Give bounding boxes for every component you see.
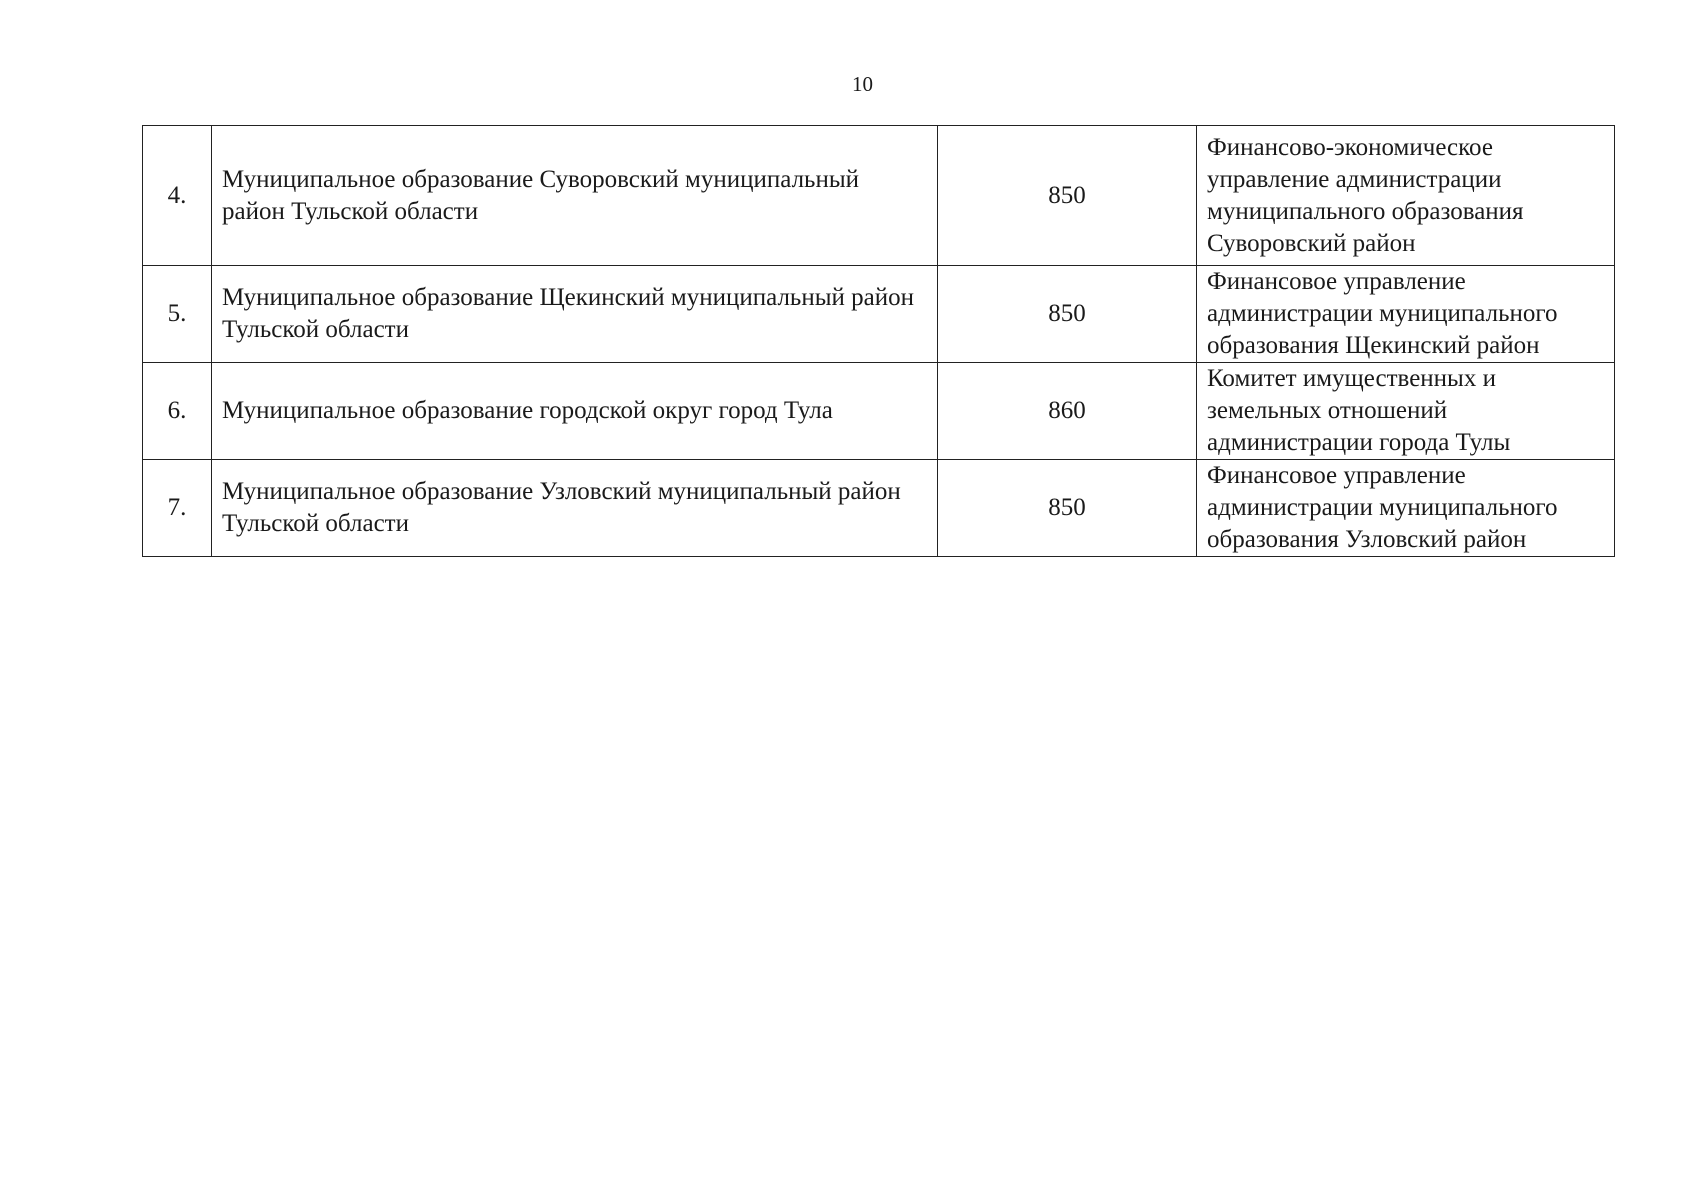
row-number: 4. [143,126,212,266]
admin-code: 850 [938,126,1197,266]
administrator-org: Финансово-экономическое управление администрации муниципального образования Суворовский район [1197,126,1615,266]
municipality-name: Муниципальное образование городской округ город Тула [212,363,938,460]
table-row [143,460,1615,557]
municipality-name: Муниципальное образование Щекинский муниципальный район Тульской области [212,266,938,363]
administrator-org: Комитет имущественных и земельных отношений администрации города Тулы [1197,363,1615,460]
administrator-org: Финансовое управление администрации муниципального образования Щекинский район [1197,266,1615,363]
admin-code: 850 [938,266,1197,363]
municipality-name: Муниципальное образование Узловский муниципальный район Тульской области [212,460,938,557]
table-row [143,126,1615,266]
table-row [143,363,1615,460]
admin-code: 860 [938,363,1197,460]
row-number: 5. [143,266,212,363]
row-number: 6. [143,363,212,460]
municipality-name: Муниципальное образование Суворовский муниципальный район Тульской области [212,126,938,266]
admin-code: 850 [938,460,1197,557]
row-number: 7. [143,460,212,557]
data-table [142,125,1615,557]
page-number: 10 [852,72,873,96]
table-row [143,266,1615,363]
administrator-org: Финансовое управление администрации муниципального образования Узловский район [1197,460,1615,557]
